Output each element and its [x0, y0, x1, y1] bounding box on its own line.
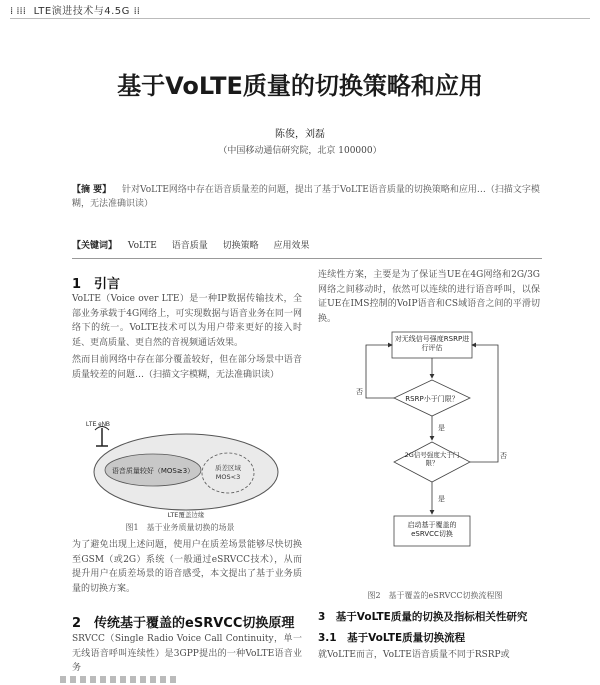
flow-yes-2: 是 [438, 495, 445, 503]
header-trail-marks: ⁞⁞ [133, 6, 140, 17]
section-1-para-2: 然而目前网络中存在部分覆盖较好，但在部分场景中语音质量较差的问题…（扫描文字模糊，无法准确识读） [72, 355, 302, 380]
section-2-title: 2 传统基于覆盖的eSRVCC切换原理 [72, 616, 295, 631]
paper-affiliation: （中国移动通信研究院，北京 100000） [218, 146, 382, 156]
running-header [10, 2, 590, 19]
abstract-label: 【摘 要】 [72, 185, 112, 195]
enb-label: LTE eNB [86, 422, 110, 428]
keywords [72, 238, 542, 251]
figure-1-caption: 图1 基于业务质量切换的场景 [125, 523, 235, 532]
journal-name: LTE演进技术与4.5G [33, 6, 130, 17]
right-col-para-1: 连续性方案，主要是为了保证当UE在4G网络和2G/3G网络之间移动时，依然可以连续的进行语音呼叫，以保证UE在IMS控制的VoIP语音和CS域语音之间的平滑切换。 [318, 270, 540, 324]
abstract-text: 针对VoLTE网络中存在语音质量差的问题，提出了基于VoLTE语音质量的切换策略和应用…（扫描文字模糊，无法准确识读） [72, 185, 540, 209]
section-3-1-para-1: 就VoLTE而言，VoLTE语音质量不同于RSRP或 [318, 650, 510, 660]
flow-box-evaluate-label: 对无线信号强度RSRP进行评估 [394, 335, 470, 352]
section-3-title: 3 基于VoLTE质量的切换及指标相关性研究 [318, 611, 528, 623]
flow-decision-2g-label: 2G信号强度大于门限？ [404, 451, 460, 467]
keyword: 语音质量 [171, 241, 208, 251]
flow-box-handover-label: 启动基于覆盖的eSRVCC切换 [407, 521, 457, 538]
flow-no-1: 否 [356, 388, 363, 396]
flow-no-2: 否 [500, 452, 507, 460]
section-2-para-1: SRVCC（Single Radio Voice Call Continuity，单一无线语音呼叫连续性）是3GPP提出的一种VoLTE语音业务 [72, 634, 302, 673]
section-1-para-3: 为了避免出现上述问题，使用户在质差场景能够尽快切换至GSM（或2G）系统（一般通过eSRVCC技术），从而提升用户在质差场景的语音感受，本文提出了基于业务质量的切换方案。 [72, 540, 302, 594]
section-3-1-title: 3.1 基于VoLTE质量切换流程 [318, 632, 466, 644]
keywords-label: 【关键词】 [72, 241, 118, 251]
poor-quality-label: 质差区域 [215, 464, 241, 472]
section-1-para-1: VoLTE（Voice over LTE）是一种IP数据传输技术，全部业务承载于4G网络上，可实现数据与语音业务在同一网络下的统一。VoLTE技术可以为用户带来更好的接入时延、更高质量、更自然的音视频通话效果。 [72, 294, 302, 348]
keyword: 切换策略 [222, 241, 259, 251]
figure-2-caption: 图2 基于覆盖的eSRVCC切换流程图 [367, 591, 503, 600]
poor-quality-sub: MOS<3 [215, 473, 241, 481]
keyword: 应用效果 [273, 241, 310, 251]
flow-decision-rsrp-label: RSRP小于门限？ [405, 395, 459, 403]
paper-authors: 陈俊，刘磊 [275, 129, 325, 140]
abstract [72, 183, 542, 211]
flow-yes-1: 是 [438, 424, 445, 432]
footer-marks [60, 676, 180, 683]
figure-2 [352, 328, 512, 586]
abstract-divider [72, 258, 542, 259]
good-quality-label: 语音质量较好（MOS≥3） [111, 467, 195, 475]
keyword: VoLTE [127, 241, 157, 251]
paper-title: 基于VoLTE质量的切换策略和应用 [117, 72, 483, 100]
header-marks: ⁞ ⁞⁞⁞ [10, 6, 26, 17]
section-1-title: 1 引言 [72, 277, 121, 292]
figure-1 [78, 418, 278, 520]
enb-tower-icon [95, 427, 109, 447]
edge-label: LTE覆盖边缘 [167, 511, 205, 519]
